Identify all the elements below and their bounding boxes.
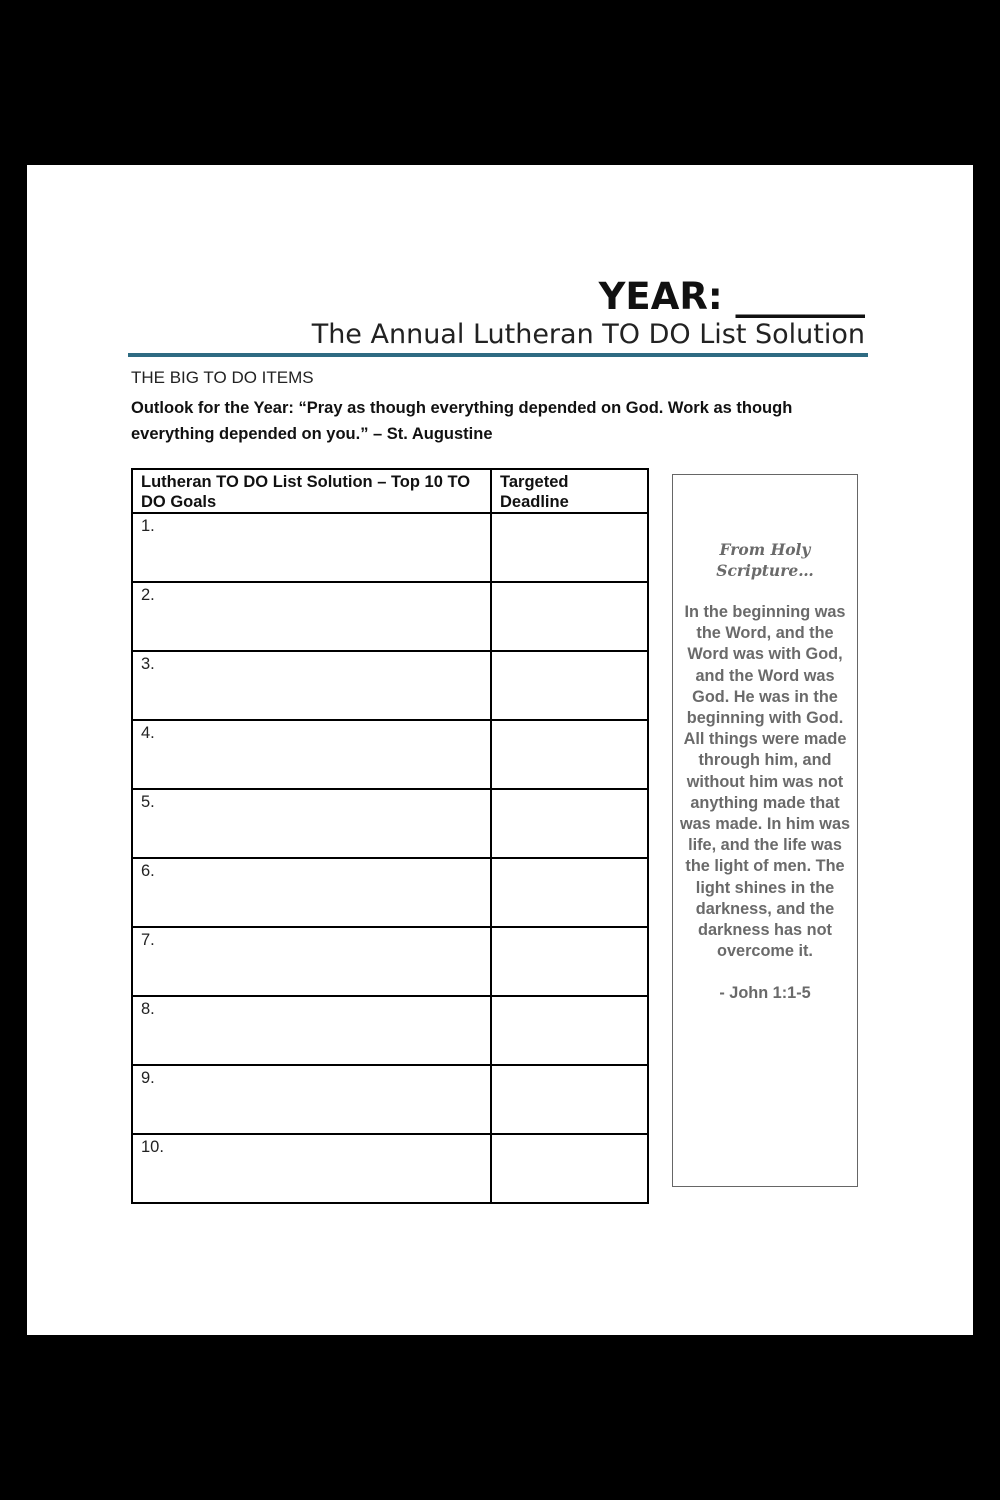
year-title: YEAR: _______ xyxy=(598,275,865,318)
goal-cell[interactable]: 4. xyxy=(132,720,491,789)
goal-cell[interactable]: 8. xyxy=(132,996,491,1065)
table-row xyxy=(132,1134,648,1203)
table-row xyxy=(132,927,648,996)
table-row xyxy=(132,513,648,582)
scripture-box xyxy=(672,474,858,1187)
deadline-cell[interactable] xyxy=(491,582,648,651)
table-row xyxy=(132,996,648,1065)
goals-column-header: Lutheran TO DO List Solution – Top 10 TO DO Goals xyxy=(132,469,491,513)
scripture-heading: From Holy Scripture… xyxy=(716,540,814,580)
goal-cell[interactable]: 3. xyxy=(132,651,491,720)
deadline-cell[interactable] xyxy=(491,789,648,858)
page-subtitle: The Annual Lutheran TO DO List Solution xyxy=(311,319,865,350)
table-row xyxy=(132,651,648,720)
document-page xyxy=(27,165,973,1335)
goal-cell[interactable]: 5. xyxy=(132,789,491,858)
deadline-cell[interactable] xyxy=(491,513,648,582)
goal-cell[interactable]: 7. xyxy=(132,927,491,996)
table-row xyxy=(132,858,648,927)
scripture-reference: - John 1:1-5 xyxy=(719,984,811,1003)
outlook-quote: Outlook for the Year: “Pray as though everything depended on God. Work as though everything depended on you.” – St. Augustine xyxy=(131,399,793,443)
deadline-cell[interactable] xyxy=(491,651,648,720)
deadline-cell[interactable] xyxy=(491,1134,648,1203)
goal-cell[interactable]: 6. xyxy=(132,858,491,927)
goals-table xyxy=(131,468,649,1204)
table-header-row xyxy=(132,469,648,513)
deadline-cell[interactable] xyxy=(491,720,648,789)
table-row xyxy=(132,582,648,651)
goal-cell[interactable]: 1. xyxy=(132,513,491,582)
section-title: THE BIG TO DO ITEMS xyxy=(131,368,314,387)
deadline-cell[interactable] xyxy=(491,858,648,927)
deadline-cell[interactable] xyxy=(491,1065,648,1134)
goal-cell[interactable]: 2. xyxy=(132,582,491,651)
goal-cell[interactable]: 9. xyxy=(132,1065,491,1134)
goal-cell[interactable]: 10. xyxy=(132,1134,491,1203)
table-row xyxy=(132,789,648,858)
header-divider xyxy=(128,353,868,357)
scripture-text: In the beginning was the Word, and the Word was with God, and the Word was God. He was in the beginning with God. All things were made through him, and without him was not anything made that was made. In him was life, and the life was the light of men. The light shines in the darkness, and the darkness has not overcome it. xyxy=(679,603,851,961)
table-row xyxy=(132,1065,648,1134)
deadline-cell[interactable] xyxy=(491,927,648,996)
deadline-cell[interactable] xyxy=(491,996,648,1065)
deadline-column-header: Targeted Deadline xyxy=(491,469,648,513)
table-row xyxy=(132,720,648,789)
